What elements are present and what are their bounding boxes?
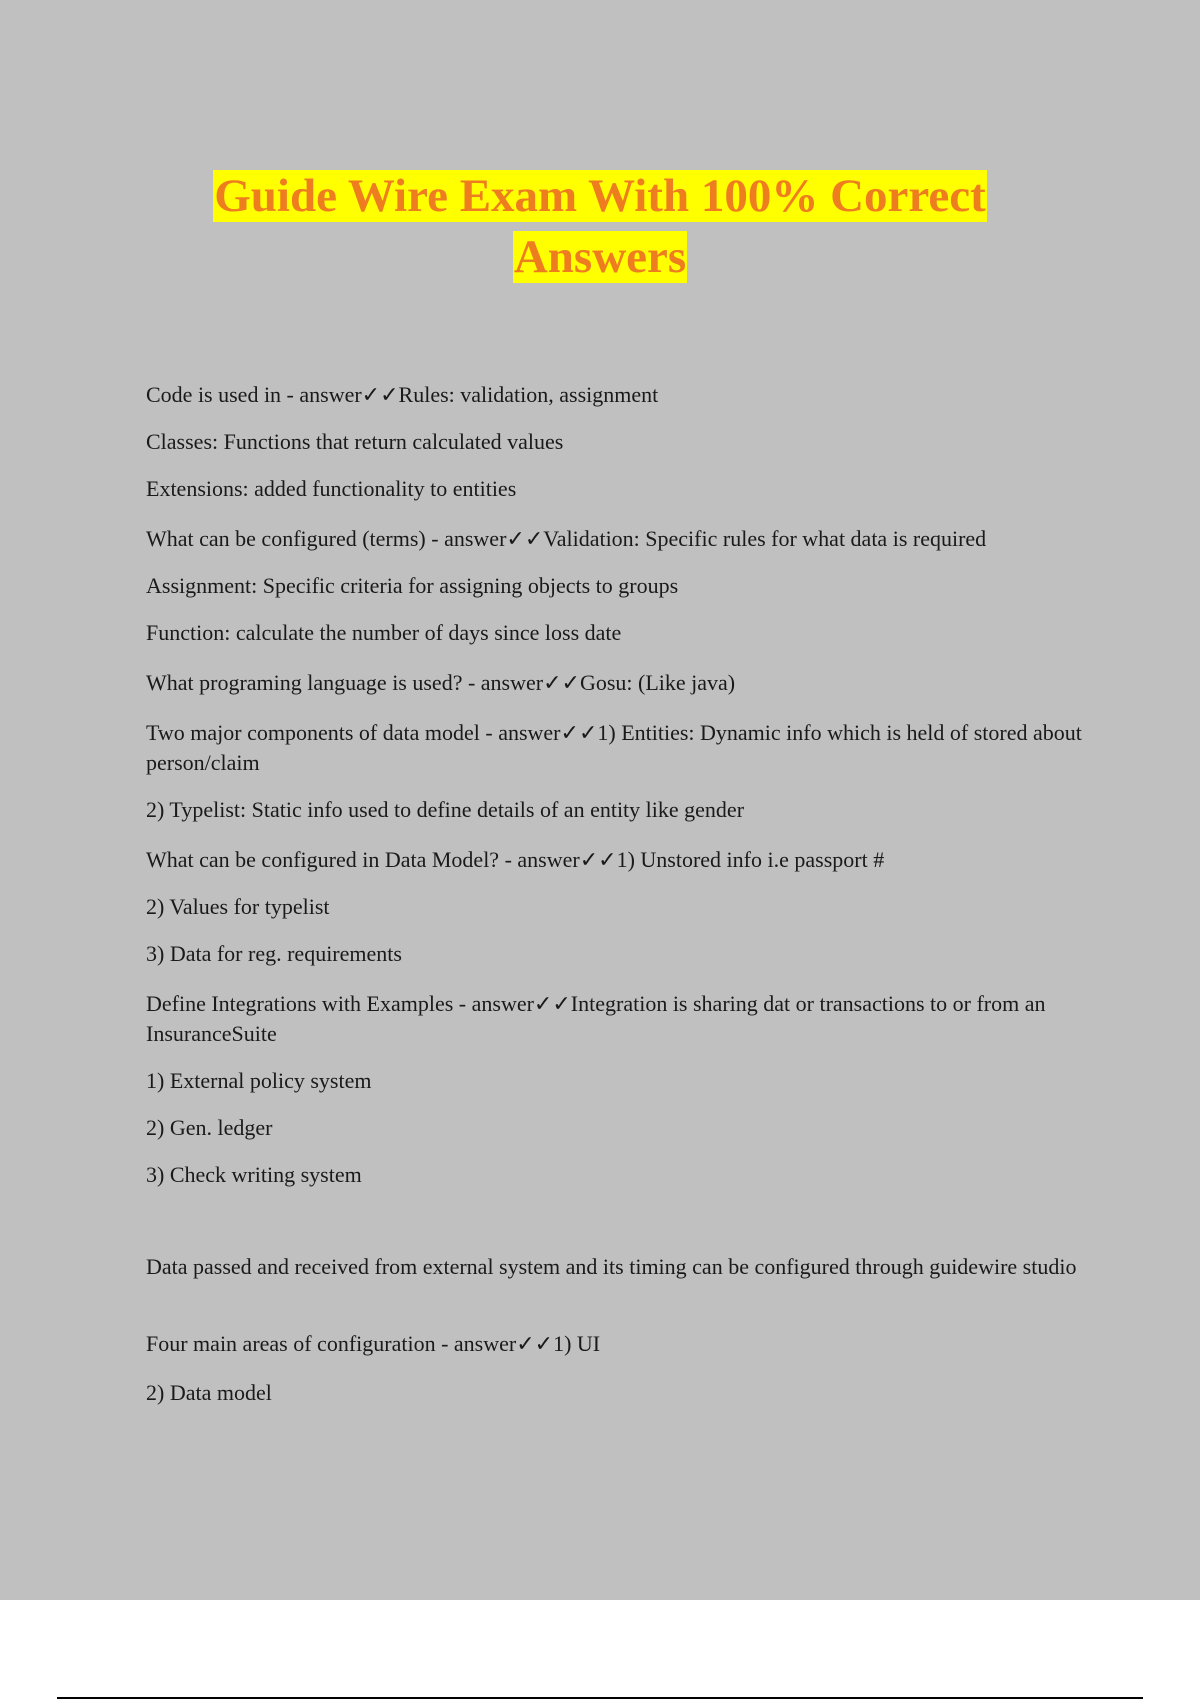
qa-line: Code is used in - answer✓✓Rules: validation, assignment [146, 382, 659, 407]
qa-line: Function: calculate the number of days since loss date [146, 620, 622, 645]
document-title [0, 166, 1200, 288]
qa-line: 2) Gen. ledger [146, 1115, 273, 1140]
qa-line: What programing language is used? - answer✓✓Gosu: (Like java) [146, 670, 736, 695]
title-line-1: Guide Wire Exam With 100% Correct [214, 170, 986, 222]
qa-line: 2) Values for typelist [146, 894, 330, 919]
qa-line: Four main areas of configuration - answer✓✓1) UI [146, 1331, 601, 1356]
qa-line: 1) External policy system [146, 1068, 372, 1093]
title-line-2: Answers [513, 231, 687, 283]
qa-line: 3) Check writing system [146, 1162, 362, 1187]
qa-line: 3) Data for reg. requirements [146, 941, 402, 966]
qa-line: What can be configured (terms) - answer✓✓Validation: Specific rules for what data is required [146, 526, 987, 551]
qa-line: Data passed and received from external system and its timing can be configured through guidewire studio [146, 1254, 1077, 1279]
qa-line: Assignment: Specific criteria for assigning objects to groups [146, 573, 679, 598]
qa-line: What can be configured in Data Model? - answer✓✓1) Unstored info i.e passport # [146, 847, 885, 872]
qa-line: 2) Data model [146, 1380, 272, 1405]
footer-divider [57, 1697, 1143, 1699]
qa-line: Two major components of data model - answer✓✓1) Entities: Dynamic info which is held of stored about person/claim [146, 720, 1082, 775]
qa-line: 2) Typelist: Static info used to define details of an entity like gender [146, 797, 745, 822]
qa-line: Extensions: added functionality to entities [146, 476, 517, 501]
qa-line: Define Integrations with Examples - answer✓✓Integration is sharing dat or transactions to or from an InsuranceSuite [146, 991, 1046, 1046]
qa-line: Classes: Functions that return calculated values [146, 429, 564, 454]
